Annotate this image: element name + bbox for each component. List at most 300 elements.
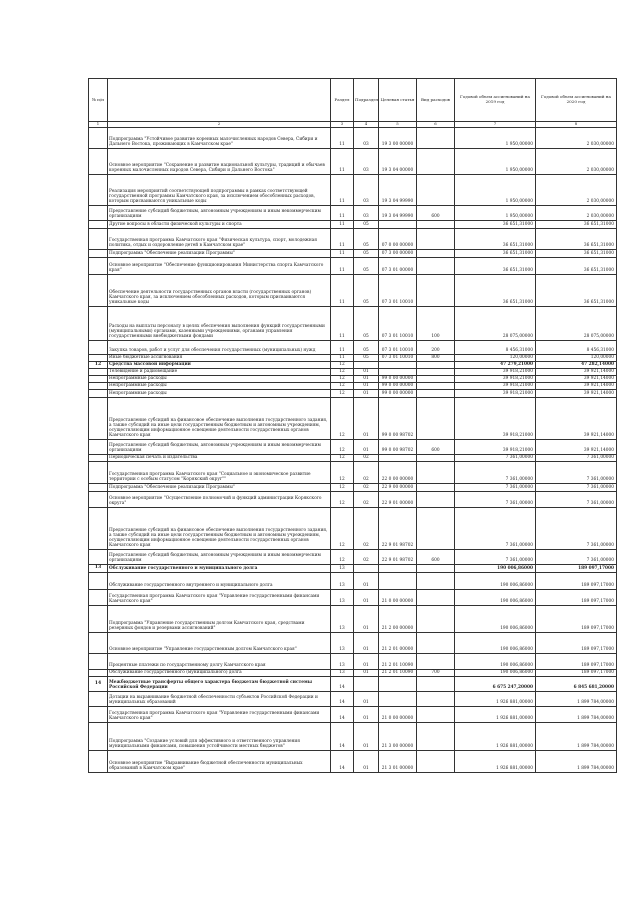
row-num [89,707,108,723]
row-amount-2020: 120,00000 [536,355,617,362]
row-amount-2020: 28 075,00000 [536,307,617,341]
row-num [89,455,108,462]
row-amount-2020: 189 097,17000 [536,565,617,573]
row-razdel: 12 [331,484,354,492]
row-amount-2019: 6 675 247,20000 [455,677,536,692]
row-expense-type: 200 [417,341,455,355]
row-target-article: 19 3 04 99990 [379,206,417,221]
row-podrazdel: 02 [354,484,379,492]
table-row [89,670,617,677]
row-amount-2020: 47 282,14000 [536,362,617,369]
row-num [89,206,108,221]
table-row [89,707,617,723]
row-expense-type [417,723,455,751]
row-amount-2019: 39 918,21000 [455,440,536,455]
row-num: 13 [89,565,108,573]
row-expense-type [417,677,455,692]
row-expense-type [417,654,455,670]
row-num [89,590,108,606]
row-amount-2020: 2 030,00000 [536,175,617,206]
row-expense-type [417,362,455,369]
row-target-article: 99 0 00 00000 [379,383,417,390]
col-index: 3 [331,122,354,128]
row-expense-type: 800 [417,355,455,362]
row-target-article: 07 3 01 10010 [379,341,417,355]
row-razdel: 12 [331,508,354,550]
row-amount-2019: 39 918,21000 [455,376,536,383]
row-name: Средства массовой информации [108,362,331,369]
row-num [89,654,108,670]
row-num [89,250,108,258]
row-podrazdel: 01 [354,707,379,723]
row-num [89,633,108,654]
row-amount-2019: 190 006,86000 [455,654,536,670]
header-row [89,79,617,122]
table-row [89,275,617,307]
row-expense-type [417,484,455,492]
row-name: Непрограммные расходы [108,390,331,398]
row-target-article: 21 3 00 00000 [379,723,417,751]
row-target-article: 22 9 00 00000 [379,484,417,492]
row-name: Непрограммные расходы [108,383,331,390]
row-expense-type [417,751,455,773]
budget-page [88,78,616,773]
row-podrazdel: 01 [354,692,379,707]
row-amount-2020: 189 097,17000 [536,654,617,670]
row-amount-2019: 39 918,21000 [455,383,536,390]
row-target-article: 22 9 01 98702 [379,550,417,565]
table-row [89,751,617,773]
table-row [89,390,617,398]
row-amount-2020: 1 899 784,00000 [536,692,617,707]
row-num [89,398,108,440]
row-amount-2019: 39 918,21000 [455,398,536,440]
row-num [89,341,108,355]
row-amount-2020: 189 097,17000 [536,573,617,590]
row-amount-2019: 36 651,31000 [455,275,536,307]
table-row [89,677,617,692]
header-razdel: Раздел [331,79,354,122]
row-podrazdel: 01 [354,390,379,398]
row-amount-2019: 1 950,00000 [455,149,536,175]
row-expense-type: 600 [417,550,455,565]
header-2019: Годовой объем ассигнований на 2019 год [455,79,536,122]
row-amount-2020: 39 921,14000 [536,383,617,390]
table-row [89,398,617,440]
row-num [89,275,108,307]
row-amount-2019: 190 006,86000 [455,573,536,590]
row-expense-type [417,250,455,258]
row-target-article: 21 2 01 10090 [379,654,417,670]
row-expense-type [417,565,455,573]
row-name: Непрограммные расходы [108,376,331,383]
row-razdel: 12 [331,362,354,369]
row-expense-type [417,455,455,462]
row-podrazdel: 01 [354,670,379,677]
table-row [89,376,617,383]
table-row [89,307,617,341]
table-row [89,149,617,175]
row-target-article: 07 3 00 00000 [379,250,417,258]
row-num [89,383,108,390]
row-razdel: 13 [331,633,354,654]
table-row [89,484,617,492]
row-podrazdel: 01 [354,383,379,390]
col-index: 4 [354,122,379,128]
row-podrazdel: 01 [354,440,379,455]
budget-table [88,78,617,773]
row-expense-type [417,573,455,590]
table-row [89,633,617,654]
row-razdel: 12 [331,383,354,390]
row-amount-2020: 39 921,14000 [536,398,617,440]
row-amount-2020: 2 030,00000 [536,206,617,221]
row-amount-2020: 7 361,00000 [536,484,617,492]
row-name: Предоставление субсидий на финансовое обеспечение выполнения государственного задания, а также субсидий на иные цели государственным бюджетным и автономным учреждениям, осуществляющим информационное освещение деятельности государственных органов Камчатского края [108,398,331,440]
row-razdel: 11 [331,341,354,355]
row-razdel: 11 [331,149,354,175]
table-row [89,550,617,565]
row-amount-2020: 189 097,17000 [536,670,617,677]
row-amount-2019: 1 926 881,00000 [455,707,536,723]
col-index: 1 [89,122,108,128]
table-row [89,355,617,362]
row-podrazdel: 05 [354,221,379,229]
row-amount-2019: 1 926 881,00000 [455,723,536,751]
row-razdel: 12 [331,369,354,376]
col-index: 6 [417,122,455,128]
row-amount-2019: 47 279,21000 [455,362,536,369]
row-amount-2020: 189 097,17000 [536,633,617,654]
row-name: Предоставление субсидий на финансовое обеспечение выполнения государственного задания, а также субсидий на иные цели государственным бюджетным и автономным учреждениям, осуществляющим информационное освещение деятельности государственных органов Камчатского края [108,508,331,550]
row-amount-2020: 39 921,14000 [536,440,617,455]
row-expense-type [417,376,455,383]
row-podrazdel: 01 [354,751,379,773]
row-expense-type [417,692,455,707]
row-razdel: 13 [331,654,354,670]
row-name: Обслуживание государственного и муниципального долга [108,565,331,573]
header-target-article: Целевая статья [379,79,417,122]
row-target-article: 07 3 01 10010 [379,355,417,362]
table-row [89,590,617,606]
row-razdel: 12 [331,440,354,455]
table-row [89,455,617,462]
header-num: № п/п [89,79,108,122]
row-expense-type [417,492,455,508]
row-amount-2019: 190 006,86000 [455,590,536,606]
row-name: Обеспечение деятельности государственных органов власти (государственных органов) Камчатского края, за исключением обособленных расходов, которым присваиваются уникальные коды [108,275,331,307]
row-name: Основное мероприятие "Сохранение и развитие национальной культуры, традиций и обычаев коренных малочисленных народов Севера, Сибири и Дальнего Востока" [108,149,331,175]
table-row [89,654,617,670]
row-amount-2019: 190 006,86000 [455,633,536,654]
row-amount-2019: 36 651,31000 [455,250,536,258]
row-expense-type [417,175,455,206]
row-name: Реализация мероприятий соответствующей подпрограммы в рамках соответствующей государственной программы Камчатского края, за исключением обособленных расходов, которым присваиваются уникальные коды [108,175,331,206]
row-podrazdel: 05 [354,355,379,362]
row-expense-type [417,590,455,606]
row-expense-type [417,462,455,484]
table-row [89,606,617,633]
row-podrazdel: 05 [354,250,379,258]
row-name: Другие вопросы в области физической культуры и спорта [108,221,331,229]
row-target-article: 21 3 01 00000 [379,751,417,773]
row-amount-2020: 36 651,31000 [536,275,617,307]
row-num [89,606,108,633]
row-name: Подпрограмма "Устойчивое развитие коренных малочисленных народов Севера, Сибири и Дальнего Востока, проживающих в Камчатском крае" [108,128,331,149]
table-row [89,462,617,484]
row-target-article [379,573,417,590]
row-amount-2019: 1 950,00000 [455,206,536,221]
row-target-article: 19 3 04 99990 [379,175,417,206]
row-podrazdel [354,565,379,573]
row-num [89,369,108,376]
row-num [89,508,108,550]
row-razdel: 13 [331,606,354,633]
row-razdel: 12 [331,492,354,508]
row-razdel: 13 [331,565,354,573]
row-podrazdel: 01 [354,654,379,670]
row-num [89,376,108,383]
table-body [89,128,617,773]
row-target-article: 21 2 00 00000 [379,606,417,633]
row-razdel: 11 [331,355,354,362]
row-name: Телевидение и радиовещание [108,369,331,376]
row-amount-2020: 7 361,00000 [536,455,617,462]
row-amount-2020: 6 845 681,20000 [536,677,617,692]
row-target-article: 19 3 00 00000 [379,128,417,149]
row-name: Подпрограмма "Обеспечение реализации Программы" [108,484,331,492]
row-podrazdel: 02 [354,492,379,508]
row-razdel: 11 [331,275,354,307]
col-index: 2 [108,122,331,128]
col-index: 7 [455,122,536,128]
table-row [89,565,617,573]
row-num [89,670,108,677]
row-expense-type [417,508,455,550]
row-target-article: 21 0 00 00000 [379,707,417,723]
row-num [89,484,108,492]
row-num [89,390,108,398]
row-amount-2019: 7 361,00000 [455,550,536,565]
row-target-article: 99 0 00 00000 [379,390,417,398]
row-razdel: 13 [331,573,354,590]
row-amount-2020: 36 651,31000 [536,258,617,275]
row-razdel: 12 [331,550,354,565]
row-name: Государственная программа Камчатского края "Управление государственными финансами Камчатского края" [108,707,331,723]
row-podrazdel: 02 [354,550,379,565]
header-name [108,79,331,122]
row-amount-2019: 7 361,00000 [455,462,536,484]
row-razdel: 14 [331,723,354,751]
row-podrazdel [354,677,379,692]
row-amount-2020: 39 921,14000 [536,369,617,376]
row-target-article: 22 9 01 98702 [379,508,417,550]
row-num [89,221,108,229]
row-amount-2019: 120,00000 [455,355,536,362]
row-podrazdel: 05 [354,341,379,355]
row-razdel: 11 [331,221,354,229]
row-podrazdel: 01 [354,590,379,606]
row-razdel: 11 [331,206,354,221]
row-target-article: 22 0 00 00000 [379,462,417,484]
row-name: Межбюджетные трансферты общего характера бюджетам бюджетной системы Российской Федерации [108,677,331,692]
row-num [89,462,108,484]
row-expense-type [417,383,455,390]
row-target-article [379,362,417,369]
row-num [89,258,108,275]
row-expense-type [417,606,455,633]
row-name: Государственная программа Камчатского края "Социальное и экономическое развитие территории с особым статусом "Корякский округ"" [108,462,331,484]
col-index: 8 [536,122,617,128]
row-podrazdel: 03 [354,206,379,221]
row-num: 12 [89,362,108,369]
row-razdel: 14 [331,677,354,692]
table-row [89,206,617,221]
table-row [89,440,617,455]
table-row [89,362,617,369]
row-amount-2019: 190 006,86000 [455,606,536,633]
row-target-article: 99 0 00 98702 [379,440,417,455]
row-razdel: 13 [331,590,354,606]
row-target-article: 21 2 01 00000 [379,633,417,654]
row-name: Процентные платежи по государственному долгу Камчатского края [108,654,331,670]
row-expense-type [417,229,455,250]
table-row [89,229,617,250]
row-razdel: 11 [331,229,354,250]
row-expense-type [417,390,455,398]
row-num [89,440,108,455]
row-razdel: 12 [331,462,354,484]
row-podrazdel: 01 [354,573,379,590]
row-razdel: 14 [331,692,354,707]
row-amount-2020: 7 361,00000 [536,492,617,508]
table-row [89,128,617,149]
table-row [89,258,617,275]
row-podrazdel [354,362,379,369]
row-amount-2020: 1 899 784,00000 [536,723,617,751]
row-amount-2019: 1 926 881,00000 [455,692,536,707]
row-podrazdel: 01 [354,606,379,633]
row-podrazdel: 02 [354,508,379,550]
row-name: Периодическая печать и издательства [108,455,331,462]
row-podrazdel: 01 [354,376,379,383]
row-target-article [379,369,417,376]
row-name: Государственная программа Камчатского края "Управление государственными финансами Камчатского края" [108,590,331,606]
header-2020: Годовой объем ассигнований на 2020 год [536,79,617,122]
row-amount-2019: 7 361,00000 [455,508,536,550]
row-razdel: 11 [331,175,354,206]
row-podrazdel: 05 [354,307,379,341]
row-expense-type [417,633,455,654]
row-amount-2020: 1 899 784,00000 [536,751,617,773]
row-amount-2019: 1 950,00000 [455,128,536,149]
row-name: Обслуживание государственного (муниципального) долга [108,670,331,677]
row-amount-2020: 7 361,00000 [536,550,617,565]
row-amount-2020: 7 361,00000 [536,508,617,550]
row-amount-2019: 39 918,21000 [455,390,536,398]
row-amount-2020: 36 651,31000 [536,250,617,258]
row-amount-2019: 190 006,86000 [455,565,536,573]
row-target-article: 07 3 01 10010 [379,307,417,341]
row-name: Предоставление субсидий бюджетным, автономным учреждениям и иным некоммерческим организациям [108,550,331,565]
row-amount-2020: 8 456,31000 [536,341,617,355]
row-name: Предоставление субсидий бюджетным, автономным учреждениям и иным некоммерческим организациям [108,206,331,221]
row-podrazdel: 01 [354,723,379,751]
row-amount-2020: 36 651,31000 [536,229,617,250]
row-amount-2020: 39 921,14000 [536,390,617,398]
row-amount-2020: 36 651,31000 [536,221,617,229]
row-num [89,692,108,707]
row-expense-type [417,369,455,376]
row-name: Дотации на выравнивание бюджетной обеспеченности субъектов Российской Федерации и муниципальных образований [108,692,331,707]
row-num [89,175,108,206]
row-amount-2019: 1 926 881,00000 [455,751,536,773]
row-name: Основное мероприятие "Выравнивание бюджетной обеспеченности муниципальных образований в Камчатском крае" [108,751,331,773]
row-target-article: 07 0 00 00000 [379,229,417,250]
row-expense-type [417,221,455,229]
row-podrazdel: 05 [354,275,379,307]
row-podrazdel: 01 [354,369,379,376]
row-target-article [379,455,417,462]
row-amount-2019: 28 075,00000 [455,307,536,341]
row-podrazdel: 05 [354,229,379,250]
row-expense-type [417,275,455,307]
table-row [89,250,617,258]
row-expense-type [417,398,455,440]
row-name: Основное мероприятие "Осуществление полномочий и функций администрации Корякского округа" [108,492,331,508]
row-expense-type [417,258,455,275]
row-num [89,492,108,508]
row-num [89,355,108,362]
row-name: Государственная программа Камчатского края "Физическая культура, спорт, молодежная политика, отдых и оздоровление детей в Камчатском крае" [108,229,331,250]
table-row [89,383,617,390]
row-amount-2019: 36 651,31000 [455,229,536,250]
row-target-article [379,565,417,573]
col-index: 5 [379,122,417,128]
row-num [89,229,108,250]
row-amount-2019: 190 006,86000 [455,670,536,677]
row-amount-2019: 36 651,31000 [455,221,536,229]
row-target-article: 07 3 01 10010 [379,275,417,307]
row-name: Подпрограмма "Создание условий для эффективного и ответственного управления муниципальными финансами, повышения устойчивости местных бюджетов" [108,723,331,751]
row-num: 14 [89,677,108,692]
row-razdel: 13 [331,670,354,677]
row-target-article: 07 3 01 00000 [379,258,417,275]
row-razdel: 11 [331,307,354,341]
row-target-article [379,677,417,692]
header-expense-type: Вид расходов [417,79,455,122]
row-target-article: 22 9 01 00000 [379,492,417,508]
row-amount-2020: 2 030,00000 [536,149,617,175]
row-name: Обслуживание государственного внутреннего и муниципального долга [108,573,331,590]
row-razdel: 12 [331,390,354,398]
row-target-article: 21 0 00 00000 [379,590,417,606]
row-amount-2020: 189 097,17000 [536,590,617,606]
row-podrazdel: 01 [354,633,379,654]
row-name: Иные бюджетные ассигнования [108,355,331,362]
row-name: Предоставление субсидий бюджетным, автономным учреждениям и иным некоммерческим организациям [108,440,331,455]
row-num [89,723,108,751]
row-amount-2020: 39 921,14000 [536,376,617,383]
row-amount-2019: 1 950,00000 [455,175,536,206]
row-amount-2019: 7 361,00000 [455,455,536,462]
row-expense-type [417,707,455,723]
row-target-article: 19 3 04 00000 [379,149,417,175]
row-razdel: 11 [331,128,354,149]
table-row [89,692,617,707]
row-amount-2020: 7 361,00000 [536,462,617,484]
row-razdel: 11 [331,258,354,275]
